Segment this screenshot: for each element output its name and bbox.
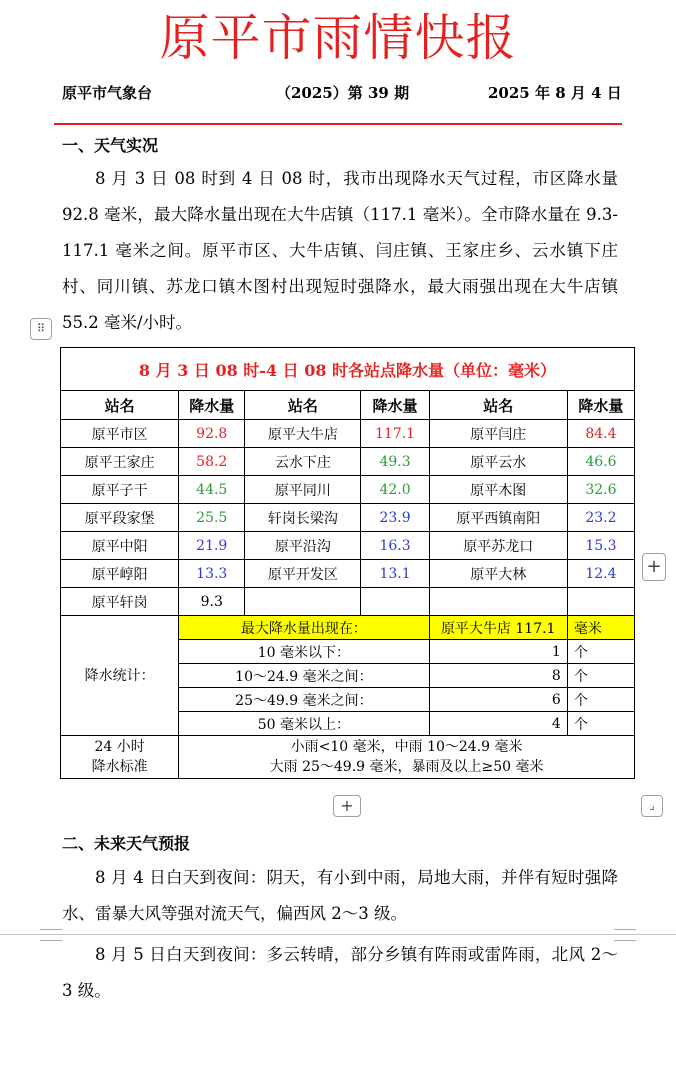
table-resize-corner-icon[interactable]: ⌟ — [641, 795, 663, 817]
station-rainfall-cell — [567, 588, 634, 616]
col-header-station: 站名 — [429, 391, 567, 420]
station-rainfall-cell: 21.9 — [179, 532, 245, 560]
table-header-row — [61, 391, 635, 420]
max-rainfall-label: 最大降水量出现在： — [179, 616, 429, 640]
station-rainfall-cell: 23.9 — [361, 504, 429, 532]
station-name-cell: 原平子干 — [61, 476, 179, 504]
table-move-handle-icon[interactable]: ⠿ — [30, 318, 52, 340]
max-rainfall-unit: 毫米 — [567, 616, 634, 640]
standard-line2: 大雨 25～49.9 毫米，暴雨及以上≥50 毫米 — [269, 759, 544, 775]
station-rainfall-cell: 49.3 — [361, 448, 429, 476]
bin-count: 4 — [429, 712, 567, 736]
station-row — [61, 560, 635, 588]
station-rainfall-cell: 15.3 — [567, 532, 634, 560]
station-name-cell: 原平大牛店 — [245, 420, 361, 448]
station-rainfall-cell: 92.8 — [179, 420, 245, 448]
rainfall-standard — [179, 736, 635, 779]
station-name-cell: 原平同川 — [245, 476, 361, 504]
max-rainfall-station: 原平大牛店 117.1 — [429, 616, 567, 640]
section-heading-forecast: 二、未来天气预报 — [62, 834, 191, 853]
standard-line1: 小雨<10 毫米，中雨 10～24.9 毫米 — [290, 739, 523, 755]
bin-label: 50 毫米以上： — [179, 712, 429, 736]
issue-number: （2025）第 39 期 — [276, 84, 410, 102]
station-row — [61, 476, 635, 504]
station-name-cell: 原平西镇南阳 — [429, 504, 567, 532]
station-row — [61, 504, 635, 532]
station-name-cell: 原平王家庄 — [61, 448, 179, 476]
station-name-cell: 原平中阳 — [61, 532, 179, 560]
page-break-line — [0, 934, 676, 935]
station-rainfall-cell: 23.2 — [567, 504, 634, 532]
col-header-station: 站名 — [61, 391, 179, 420]
station-name-cell: 原平闫庄 — [429, 420, 567, 448]
station-name-cell: 原平苏龙口 — [429, 532, 567, 560]
bin-count: 6 — [429, 688, 567, 712]
station-name-cell: 原平开发区 — [245, 560, 361, 588]
standard-label-line1: 24 小时 — [94, 739, 145, 755]
stats-label: 降水统计： — [61, 616, 179, 736]
weather-summary-paragraph: 8 月 3 日 08 时到 4 日 08 时，我市出现降水天气过程，市区降水量 92.8 毫米，最大降水量出现在大牛店镇（117.1 毫米）。全市降水量在 9.3-117.1 毫米之间。原平市区、大牛店镇、闫庄镇、王家庄乡、云水镇下庄村、同川镇、苏龙口镇木图村出现短时强降水，最大雨强出现在大牛店镇 55.2 毫米/小时。 — [62, 169, 618, 332]
report-title: 原平市雨情快报 — [159, 9, 517, 67]
station-rainfall-cell: 32.6 — [567, 476, 634, 504]
add-row-plus-icon[interactable]: + — [333, 795, 361, 817]
station-row — [61, 420, 635, 448]
add-column-plus-icon[interactable]: + — [642, 553, 666, 581]
rainfall-table — [60, 347, 635, 779]
section-heading-weather: 一、天气实况 — [62, 136, 159, 155]
standard-label — [61, 736, 179, 779]
station-rainfall-cell: 117.1 — [361, 420, 429, 448]
standard-label-line2: 降水标准 — [91, 759, 148, 775]
station-rows — [61, 420, 635, 616]
bin-unit: 个 — [567, 712, 634, 736]
col-header-rainfall: 降水量 — [179, 391, 245, 420]
org-name: 原平市气象台 — [62, 84, 153, 102]
col-header-rainfall: 降水量 — [567, 391, 634, 420]
bin-count: 8 — [429, 664, 567, 688]
forecast-paragraph-2: 8 月 5 日白天到夜间：多云转晴，部分乡镇有阵雨或雷阵雨，北风 2～3 级。 — [62, 945, 618, 1000]
station-row — [61, 448, 635, 476]
station-rainfall-cell: 42.0 — [361, 476, 429, 504]
station-rainfall-cell: 12.4 — [567, 560, 634, 588]
bin-label: 25～49.9 毫米之间： — [179, 688, 429, 712]
station-name-cell: 原平木图 — [429, 476, 567, 504]
station-name-cell — [245, 588, 361, 616]
station-rainfall-cell: 46.6 — [567, 448, 634, 476]
station-name-cell: 原平沿沟 — [245, 532, 361, 560]
header-divider — [54, 123, 622, 125]
station-name-cell: 原平大林 — [429, 560, 567, 588]
station-name-cell: 原平云水 — [429, 448, 567, 476]
station-name-cell: 云水下庄 — [245, 448, 361, 476]
col-header-station: 站名 — [245, 391, 361, 420]
station-rainfall-cell: 16.3 — [361, 532, 429, 560]
report-date: 2025 年 8 月 4 日 — [488, 84, 622, 102]
station-name-cell: 原平市区 — [61, 420, 179, 448]
station-row — [61, 532, 635, 560]
col-header-rainfall: 降水量 — [361, 391, 429, 420]
bin-label: 10～24.9 毫米之间： — [179, 664, 429, 688]
station-rainfall-cell: 13.1 — [361, 560, 429, 588]
station-name-cell: 原平段家堡 — [61, 504, 179, 532]
page-break-marker — [40, 929, 62, 941]
bin-unit: 个 — [567, 688, 634, 712]
station-rainfall-cell: 13.3 — [179, 560, 245, 588]
table-caption: 8 月 3 日 08 时-4 日 08 时各站点降水量（单位：毫米） — [61, 348, 635, 391]
station-name-cell: 原平崞阳 — [61, 560, 179, 588]
bin-count: 1 — [429, 640, 567, 664]
station-rainfall-cell: 58.2 — [179, 448, 245, 476]
station-rainfall-cell: 84.4 — [567, 420, 634, 448]
station-rainfall-cell: 44.5 — [179, 476, 245, 504]
forecast-paragraph-1: 8 月 4 日白天到夜间：阴天，有小到中雨，局地大雨，并伴有短时强降水、雷暴大风等强对流天气，偏西风 2～3 级。 — [62, 868, 618, 923]
bin-unit: 个 — [567, 664, 634, 688]
station-name-cell: 原平轩岗 — [61, 588, 179, 616]
bin-label: 10 毫米以下： — [179, 640, 429, 664]
station-name-cell: 轩岗长梁沟 — [245, 504, 361, 532]
station-name-cell — [429, 588, 567, 616]
station-row — [61, 588, 635, 616]
bin-unit: 个 — [567, 640, 634, 664]
station-rainfall-cell: 25.5 — [179, 504, 245, 532]
station-rainfall-cell: 9.3 — [179, 588, 245, 616]
station-rainfall-cell — [361, 588, 429, 616]
